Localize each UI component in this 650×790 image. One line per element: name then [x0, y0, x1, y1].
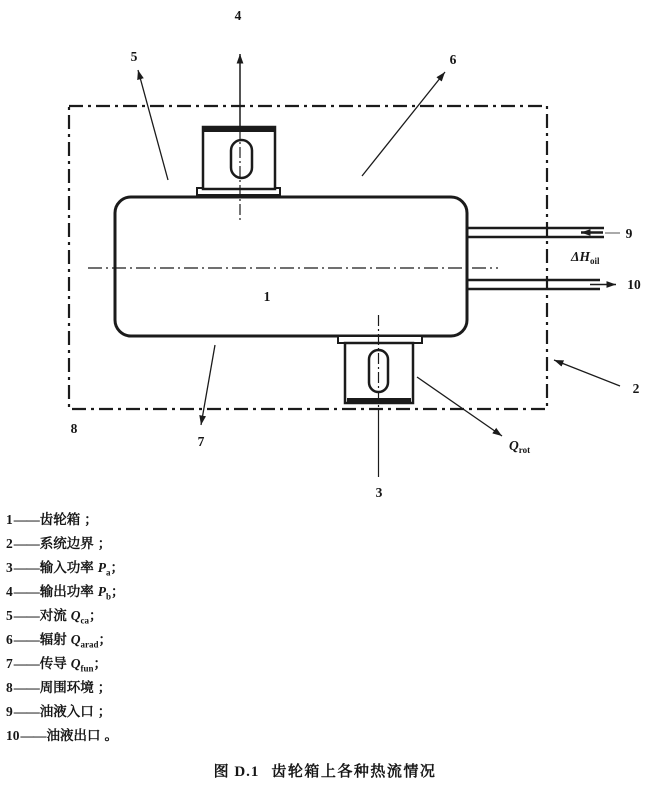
callout-4: 4 — [234, 8, 242, 23]
legend-item-6: 6——辐射 $Q_{arad}$； — [6, 632, 112, 650]
legend-item-2: 2——系统边界 ； — [6, 536, 112, 551]
legend-item-3: 3——输入功率 $P_a$； — [6, 560, 124, 578]
coupling-bottom — [338, 315, 422, 477]
radiation-arrow — [362, 72, 445, 176]
legend-item-10: 10——油液出口 。 — [6, 728, 118, 743]
legend-item-5: 5——对流 $Q_{ca}$； — [6, 608, 103, 626]
oil-outlet-pipe — [467, 280, 616, 289]
figure-caption — [0, 760, 650, 781]
legend-item-4: 4——输出功率 $P_b$； — [6, 584, 125, 602]
legend-item-1: 1——齿轮箱 ； — [6, 512, 98, 527]
legend-item-8: 8——周围环境 ； — [6, 680, 112, 695]
legend-item-9: 9——油液入口 ； — [6, 704, 112, 719]
coupling-top-slot-icon — [231, 140, 252, 178]
q-rot-label: $Q_{rot}$ — [509, 438, 531, 455]
callout-7: 7 — [197, 434, 205, 449]
rotating-parts-heat-arrow — [417, 377, 502, 436]
callout-6: 6 — [449, 52, 457, 67]
callout-8: 8 — [70, 421, 78, 436]
figure-number: 图 D.1 — [213, 764, 260, 780]
convection-arrow — [138, 70, 168, 180]
callout-9: 9 — [625, 226, 633, 241]
callout-3: 3 — [375, 485, 383, 500]
legend-item-7: 7——传导 $Q_{fun}$； — [6, 656, 108, 674]
oil-inlet-pipe — [467, 228, 620, 237]
callout-2: 2 — [632, 381, 640, 396]
boundary-callout-arrow — [554, 360, 620, 386]
callout-10: 10 — [627, 277, 641, 292]
gearbox-body — [115, 197, 467, 336]
delta-h-oil-label: $\Delta H_{oil}$ — [571, 249, 600, 266]
callout-1: 1 — [263, 289, 271, 304]
legend — [6, 508, 426, 748]
callout-5: 5 — [130, 49, 138, 64]
figure-title: 齿轮箱上各种热流情况 — [271, 764, 437, 780]
conduction-arrow — [201, 345, 215, 425]
